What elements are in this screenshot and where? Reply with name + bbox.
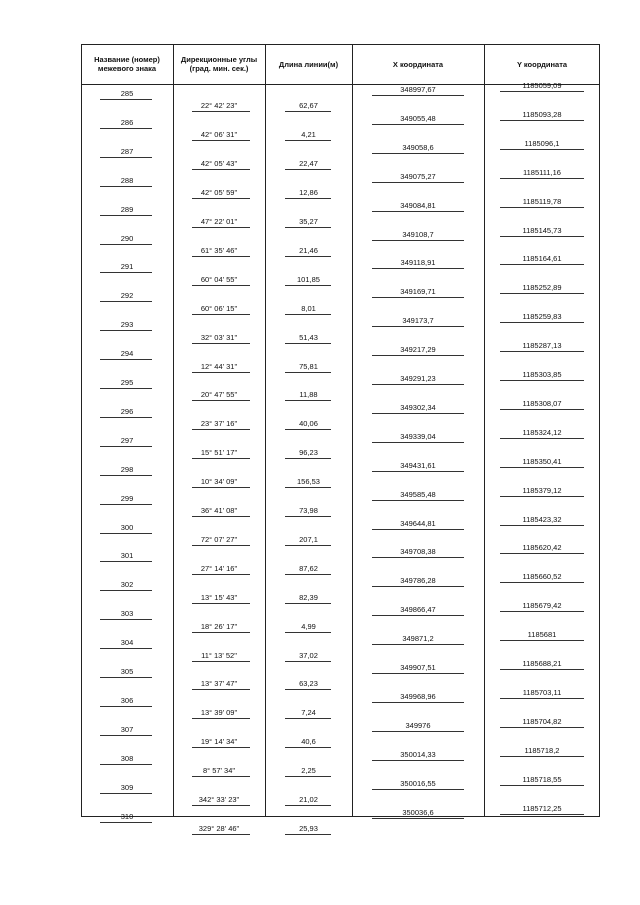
row-rule: [500, 236, 584, 237]
row-rule: [500, 91, 584, 92]
point-id: 288: [120, 175, 134, 185]
row-rule: [285, 661, 331, 662]
direction-angle: 13° 39' 09": [200, 708, 238, 718]
direction-angle: 61° 35' 46": [200, 245, 238, 255]
point-id: 294: [120, 349, 134, 359]
row-rule: [372, 297, 464, 298]
row-rule: [192, 632, 250, 633]
line-length: 25,93: [299, 823, 318, 833]
point-id: 296: [120, 406, 134, 416]
row-rule: [500, 785, 584, 786]
row-rule: [285, 603, 331, 604]
row-rule: [192, 111, 250, 112]
direction-angle: 15° 51' 17": [200, 448, 238, 458]
row-rule: [500, 525, 584, 526]
x-coordinate: 349291,23: [400, 374, 436, 383]
point-id: 293: [120, 320, 134, 330]
y-coordinate: 1185287,13: [522, 341, 562, 351]
row-rule: [100, 764, 152, 765]
header-y-coordinate: Y координата: [516, 59, 568, 69]
row-rule: [100, 533, 152, 534]
y-coordinate: 1185350,41: [522, 456, 562, 466]
row-rule: [372, 644, 464, 645]
row-rule: [285, 314, 331, 315]
row-rule: [100, 504, 152, 505]
line-length: 75,81: [299, 361, 318, 371]
row-rule: [285, 689, 331, 690]
direction-angle: 20° 47' 55": [200, 390, 238, 400]
line-length: 11,88: [299, 390, 318, 400]
row-rule: [285, 227, 331, 228]
x-coordinate: 349084,81: [400, 200, 436, 210]
x-coordinate: 349968,96: [400, 691, 436, 701]
y-coordinate: 1185718,55: [522, 774, 562, 784]
y-coordinate: 1185093,28: [522, 109, 562, 119]
row-rule: [500, 640, 584, 641]
row-rule: [372, 615, 464, 616]
line-length: 4,21: [301, 130, 316, 140]
point-id: 291: [120, 262, 134, 272]
row-rule: [500, 120, 584, 121]
point-id: 308: [120, 753, 134, 763]
y-coordinate: 1185059,09: [522, 81, 562, 90]
row-rule: [372, 95, 464, 96]
direction-angle: 12° 44' 31": [200, 361, 238, 371]
x-coordinate: 349302,34: [400, 402, 436, 412]
point-id: 290: [120, 233, 134, 243]
x-coordinate: 349708,38: [400, 547, 436, 557]
line-length: 207,1: [299, 534, 318, 544]
y-coordinate: 1185308,07: [522, 398, 562, 408]
y-coordinate: 1185712,25: [522, 803, 562, 813]
point-id: 309: [120, 782, 134, 792]
x-coordinate: 350016,55: [400, 778, 436, 788]
row-rule: [192, 343, 250, 344]
line-length: 82,39: [299, 592, 318, 602]
x-coordinate: 349075,27: [400, 171, 436, 181]
point-id: 300: [120, 522, 134, 532]
row-rule: [500, 380, 584, 381]
line-length: 87,62: [299, 563, 318, 573]
row-rule: [285, 545, 331, 546]
line-length: 62,67: [299, 101, 318, 111]
y-coordinate: 1185379,12: [522, 485, 562, 495]
row-rule: [100, 706, 152, 707]
y-coordinate: 1185620,42: [522, 543, 562, 553]
row-rule: [192, 198, 250, 199]
column-divider: [352, 44, 353, 817]
direction-angle: 36° 41' 08": [200, 506, 238, 516]
row-rule: [285, 429, 331, 430]
line-length: 156,53: [297, 477, 320, 487]
row-rule: [285, 718, 331, 719]
row-rule: [372, 240, 464, 241]
row-rule: [192, 574, 250, 575]
row-rule: [500, 178, 584, 179]
row-rule: [500, 814, 584, 815]
row-rule: [372, 586, 464, 587]
row-rule: [100, 128, 152, 129]
row-rule: [100, 590, 152, 591]
row-rule: [500, 611, 584, 612]
y-coordinate: 1185119,78: [522, 196, 562, 206]
row-rule: [192, 314, 250, 315]
line-length: 40,6: [301, 737, 316, 747]
row-rule: [500, 149, 584, 150]
row-rule: [285, 111, 331, 112]
y-coordinate: 1185324,12: [522, 427, 562, 437]
y-coordinate: 1185252,89: [522, 283, 562, 293]
row-rule: [100, 244, 152, 245]
row-rule: [285, 776, 331, 777]
point-id: 305: [120, 667, 134, 676]
line-length: 12,86: [299, 188, 318, 198]
direction-angle: 42° 05' 59": [200, 188, 238, 198]
row-rule: [192, 256, 250, 257]
direction-angle: 23° 37' 16": [200, 419, 238, 429]
line-length: 22,47: [299, 159, 318, 169]
x-coordinate: 349431,61: [400, 460, 436, 470]
row-rule: [192, 487, 250, 488]
row-rule: [372, 702, 464, 703]
row-rule: [372, 124, 464, 125]
x-coordinate: 349644,81: [400, 518, 436, 528]
line-length: 96,23: [299, 448, 318, 458]
row-rule: [192, 372, 250, 373]
line-length: 63,23: [299, 679, 318, 689]
x-coordinate: 349058,6: [402, 142, 434, 152]
direction-angle: 13° 37' 47": [200, 679, 238, 689]
x-coordinate: 349871,2: [402, 634, 434, 644]
direction-angle: 47° 22' 01": [200, 217, 238, 227]
row-rule: [500, 467, 584, 468]
row-rule: [500, 264, 584, 265]
y-coordinate: 1185145,73: [522, 225, 562, 235]
header-x-coordinate: X координата: [392, 59, 444, 69]
x-coordinate: 349976: [405, 720, 431, 730]
direction-angle: 13° 15' 43": [200, 592, 238, 602]
x-coordinate: 350036,6: [402, 807, 434, 817]
header-direction-angle: Дирекционные углы (град. мин. сек.): [180, 55, 258, 73]
row-rule: [500, 351, 584, 352]
y-coordinate: 1185679,42: [522, 601, 562, 611]
row-rule: [500, 727, 584, 728]
row-rule: [100, 475, 152, 476]
y-coordinate: 1185681: [527, 630, 557, 640]
row-rule: [100, 157, 152, 158]
row-rule: [192, 661, 250, 662]
point-id: 304: [120, 638, 134, 648]
line-length: 101,85: [297, 274, 320, 284]
row-rule: [372, 211, 464, 212]
direction-angle: 27° 14' 16": [200, 563, 238, 573]
row-rule: [192, 458, 250, 459]
x-coordinate: 349907,51: [400, 663, 436, 672]
header-point-name: Название (номер) межевого знака: [94, 55, 160, 73]
row-rule: [192, 545, 250, 546]
y-coordinate: 1185164,61: [522, 254, 562, 264]
row-rule: [500, 582, 584, 583]
line-length: 8,01: [301, 303, 316, 313]
row-rule: [500, 553, 584, 554]
point-id: 301: [120, 551, 134, 561]
row-rule: [372, 673, 464, 674]
point-id: 286: [120, 117, 134, 127]
row-rule: [285, 285, 331, 286]
row-rule: [285, 256, 331, 257]
row-rule: [100, 417, 152, 418]
line-length: 51,43: [299, 332, 318, 342]
point-id: 289: [120, 204, 134, 214]
direction-angle: 60° 04' 55": [200, 274, 238, 284]
row-rule: [100, 648, 152, 649]
row-rule: [500, 293, 584, 294]
line-length: 2,25: [301, 766, 316, 776]
line-length: 40,06: [299, 419, 318, 429]
line-length: 35,27: [299, 217, 318, 227]
row-rule: [372, 413, 464, 414]
line-length: 21,46: [299, 245, 318, 255]
x-coordinate: 349055,48: [400, 113, 436, 123]
point-id: 306: [120, 695, 134, 705]
row-rule: [372, 153, 464, 154]
row-rule: [192, 718, 250, 719]
line-length: 4,99: [301, 621, 316, 631]
row-rule: [500, 409, 584, 410]
direction-angle: 22° 42' 23": [200, 101, 238, 111]
x-coordinate: 349108,7: [402, 229, 434, 239]
row-rule: [100, 301, 152, 302]
x-coordinate: 349118,91: [400, 258, 436, 268]
direction-angle: 18° 26' 17": [200, 621, 238, 631]
row-rule: [100, 677, 152, 678]
row-rule: [285, 574, 331, 575]
row-rule: [285, 632, 331, 633]
point-id: 285: [120, 89, 134, 98]
row-rule: [372, 760, 464, 761]
row-rule: [192, 747, 250, 748]
row-rule: [100, 330, 152, 331]
y-coordinate: 1185111,16: [523, 167, 561, 177]
row-rule: [192, 603, 250, 604]
row-rule: [192, 400, 250, 401]
direction-angle: 19° 14' 34": [200, 737, 238, 747]
y-coordinate: 1185096,1: [524, 138, 560, 148]
x-coordinate: 349217,29: [400, 345, 436, 355]
row-rule: [372, 731, 464, 732]
direction-angle: 42° 05' 43": [200, 159, 238, 169]
point-id: 287: [120, 146, 134, 156]
row-rule: [285, 516, 331, 517]
point-id: 307: [120, 724, 134, 734]
row-rule: [285, 169, 331, 170]
row-rule: [100, 446, 152, 447]
point-id: 295: [120, 378, 134, 387]
row-rule: [192, 285, 250, 286]
row-rule: [192, 776, 250, 777]
direction-angle: 60° 06' 15": [200, 303, 238, 313]
row-rule: [285, 400, 331, 401]
row-rule: [100, 359, 152, 360]
row-rule: [372, 268, 464, 269]
x-coordinate: 349866,47: [400, 605, 436, 615]
line-length: 21,02: [299, 795, 318, 805]
row-rule: [100, 388, 152, 389]
row-rule: [372, 326, 464, 327]
point-id: 303: [120, 609, 134, 619]
row-rule: [285, 747, 331, 748]
row-rule: [285, 343, 331, 344]
point-id: 310: [120, 811, 134, 821]
line-length: 7,24: [301, 708, 316, 718]
row-rule: [100, 99, 152, 100]
row-rule: [192, 689, 250, 690]
direction-angle: 8° 57' 34": [202, 766, 236, 776]
direction-angle: 32° 03' 31": [200, 332, 238, 342]
direction-angle: 72° 07' 27": [200, 534, 238, 544]
x-coordinate: 349169,71: [400, 287, 436, 297]
point-id: 297: [120, 435, 134, 445]
row-rule: [192, 516, 250, 517]
row-rule: [500, 207, 584, 208]
y-coordinate: 1185259,83: [522, 312, 562, 322]
y-coordinate: 1185423,32: [522, 514, 562, 524]
point-id: 298: [120, 464, 134, 474]
line-length: 73,98: [299, 506, 318, 516]
row-rule: [372, 529, 464, 530]
row-rule: [285, 487, 331, 488]
point-id: 292: [120, 291, 134, 301]
point-id: 299: [120, 493, 134, 503]
direction-angle: 10° 34' 09": [200, 477, 238, 487]
row-rule: [100, 619, 152, 620]
row-rule: [285, 805, 331, 806]
point-id: 302: [120, 580, 134, 590]
x-coordinate: 349786,28: [400, 576, 436, 586]
y-coordinate: 1185718,2: [524, 745, 560, 755]
row-rule: [500, 322, 584, 323]
row-rule: [285, 834, 331, 835]
row-rule: [372, 442, 464, 443]
row-rule: [372, 557, 464, 558]
x-coordinate: 350014,33: [400, 749, 436, 759]
row-rule: [100, 822, 152, 823]
row-rule: [500, 756, 584, 757]
row-rule: [192, 429, 250, 430]
y-coordinate: 1185660,52: [522, 572, 562, 582]
row-rule: [372, 182, 464, 183]
row-rule: [372, 471, 464, 472]
row-rule: [285, 198, 331, 199]
row-rule: [192, 805, 250, 806]
row-rule: [372, 384, 464, 385]
row-rule: [192, 169, 250, 170]
row-rule: [100, 272, 152, 273]
y-coordinate: 1185303,85: [522, 370, 562, 379]
direction-angle: 42° 06' 31": [200, 130, 238, 140]
row-rule: [500, 438, 584, 439]
row-rule: [500, 669, 584, 670]
direction-angle: 329° 28' 46": [198, 823, 240, 833]
row-rule: [285, 140, 331, 141]
row-rule: [192, 834, 250, 835]
x-coordinate: 349339,04: [400, 431, 436, 441]
row-rule: [372, 355, 464, 356]
row-rule: [372, 500, 464, 501]
direction-angle: 11° 13' 52": [201, 650, 237, 660]
row-rule: [285, 372, 331, 373]
row-rule: [192, 227, 250, 228]
y-coordinate: 1185688,21: [522, 659, 562, 668]
row-rule: [100, 793, 152, 794]
y-coordinate: 1185703,11: [522, 687, 562, 697]
x-coordinate: 349173,7: [402, 316, 434, 326]
row-rule: [285, 458, 331, 459]
row-rule: [100, 735, 152, 736]
line-length: 37,02: [299, 650, 318, 660]
y-coordinate: 1185704,82: [522, 716, 562, 726]
x-coordinate: 349585,48: [400, 489, 436, 499]
row-rule: [100, 561, 152, 562]
row-rule: [100, 215, 152, 216]
row-rule: [500, 698, 584, 699]
row-rule: [100, 186, 152, 187]
direction-angle: 342° 33' 23": [198, 795, 240, 805]
row-rule: [500, 496, 584, 497]
row-rule: [372, 818, 464, 819]
x-coordinate: 348997,67: [400, 85, 436, 94]
row-rule: [372, 789, 464, 790]
row-rule: [192, 140, 250, 141]
header-line-length: Длина линии(м): [278, 59, 339, 69]
